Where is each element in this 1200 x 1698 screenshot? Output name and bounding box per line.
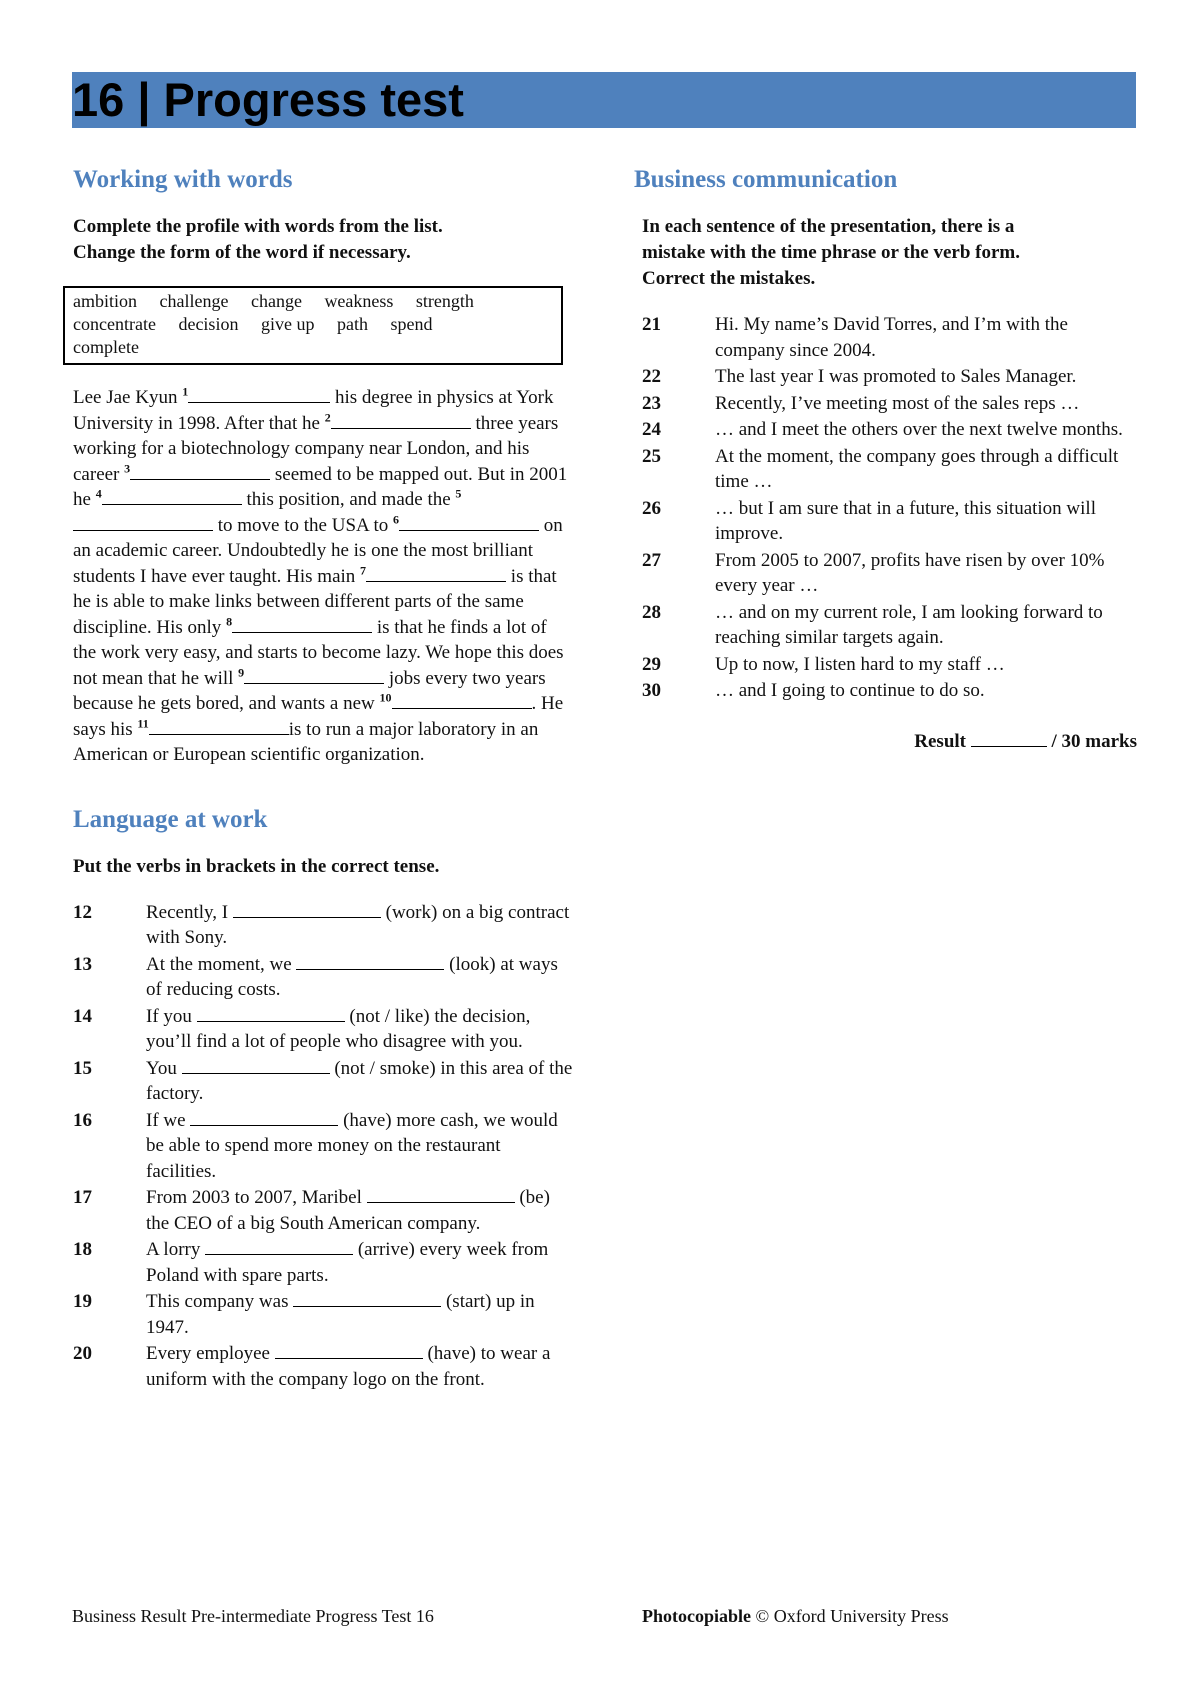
gap-11[interactable] [149,718,289,735]
language-at-work-items [73,900,573,1393]
word-list-item: change [250,291,302,311]
left-column [73,160,573,1393]
exercise-item: 18 A lorry (arrive) every week from Poland with spare parts. [73,1239,549,1286]
gap-18[interactable] [205,1238,353,1255]
result-line: Result / 30 marks [914,730,1137,752]
exercise-item: 24 … and I meet the others over the next twelve months. [642,419,1123,440]
language-at-work-section [73,800,573,1393]
business-communication-instruction: In each sentence of the presentation, there is a mistake with the time phrase or the verb form. Correct the mistakes. [642,216,1020,289]
exercise-item: 14 If you (not / like) the decision, you’ll find a lot of people who disagree with you. [73,1005,531,1052]
result-blank[interactable] [971,730,1047,747]
word-list-box [63,286,563,365]
exercise-item: 13 At the moment, we (look) at ways of reducing costs. [73,953,558,1000]
profile-paragraph: Lee Jae Kyun $^1$ his degree in physics at York University in 1998. After that he $^2$ three years working for a biotechnology company near London, and his career $^3$ seemed to be mapped out. But in 2001 he $^4$ this position, and made the $^5$ to move to the USA to $^6$ on an academic career. Undoubtedly he is one the most brilliant students I have ever taught. His main $^7$ is that he is able to make links between different parts of the same discipline. His only $^8$ is that he finds a lot of the work very easy, and starts to become lazy. We hope this does not mean that he will $^9$ jobs every two years because he gets bored, and wants a new $^{10}$ . He says his $^{11}$ is to run a major laboratory in an American or European scientific organization. [73,384,568,765]
working-with-words-heading: Working with words [73,166,293,193]
gap-16[interactable] [190,1109,338,1126]
exercise-item: 28 … and on my current role, I am looking forward to reaching similar targets again. [642,601,1103,648]
word-list-item: decision [178,314,239,334]
title-banner [72,72,1136,128]
exercise-item: 19 This company was (start) up in 1947. [73,1291,535,1338]
gap-2[interactable] [331,412,471,429]
exercise-item: 20 Every employee (have) to wear a uniform with the company logo on the front. [73,1343,551,1390]
word-list-item: path [336,314,368,334]
gap-14[interactable] [197,1005,345,1022]
gap-1[interactable] [188,386,330,403]
gap-20[interactable] [275,1342,423,1359]
word-list-item: weakness [324,291,394,311]
gap-8[interactable] [232,616,372,633]
gap-5[interactable] [73,514,213,531]
word-list-item: complete [73,337,139,357]
language-at-work-heading: Language at work [73,805,268,833]
exercise-item: 25 At the moment, the company goes through a difficult time … [642,445,1119,492]
word-list-item: concentrate [73,314,156,334]
page-title: 16 | Progress test [72,73,464,126]
language-at-work-instruction: Put the verbs in brackets in the correct tense. [73,855,440,877]
word-list-item: challenge [159,291,229,311]
footer-left: Business Result Pre-intermediate Progress Test 16 [72,1606,434,1626]
word-list-item: ambition [73,291,137,311]
gap-19[interactable] [293,1290,441,1307]
exercise-item: 29 Up to now, I listen hard to my staff … [642,653,1005,675]
footer-right: Photocopiable © Oxford University Press [642,1606,949,1626]
exercise-item: 22 The last year I was promoted to Sales Manager. [642,366,1077,387]
exercise-item: 23 Recently, I’ve meeting most of the sales reps … [642,392,1080,414]
gap-15[interactable] [182,1057,330,1074]
gap-3[interactable] [130,463,270,480]
exercise-item: 15 You (not / smoke) in this area of the factory. [73,1057,573,1104]
gap-17[interactable] [367,1186,515,1203]
exercise-item: 26 … but I am sure that in a future, this situation will improve. [642,497,1096,544]
gap-12[interactable] [233,901,381,918]
gap-9[interactable] [244,667,384,684]
exercise-item: 21 Hi. My name’s David Torres, and I’m with the company since 2004. [642,314,1068,361]
business-communication-heading: Business communication [634,166,898,193]
exercise-item: 12 Recently, I (work) on a big contract with Sony. [73,901,570,948]
gap-13[interactable] [296,953,444,970]
business-communication-items [642,312,1137,704]
working-with-words-instruction: Complete the profile with words from the list. Change the form of the word if necessary. [73,216,443,263]
exercise-item: 16 If we (have) more cash, we would be able to spend more money on the restaurant facilities. [73,1109,558,1182]
gap-6[interactable] [399,514,539,531]
gap-7[interactable] [366,565,506,582]
exercise-item: 30 … and I going to continue to do so. [642,680,985,701]
word-list-item: strength [415,291,474,311]
right-column [634,160,1137,753]
word-list-item: spend [390,314,433,334]
gap-10[interactable] [392,692,532,709]
exercise-item: 17 From 2003 to 2007, Maribel (be) the CEO of a big South American company. [73,1187,550,1234]
exercise-item: 27 From 2005 to 2007, profits have risen by over 10% every year … [642,549,1105,596]
gap-4[interactable] [102,488,242,505]
word-list-item: give up [260,314,315,334]
